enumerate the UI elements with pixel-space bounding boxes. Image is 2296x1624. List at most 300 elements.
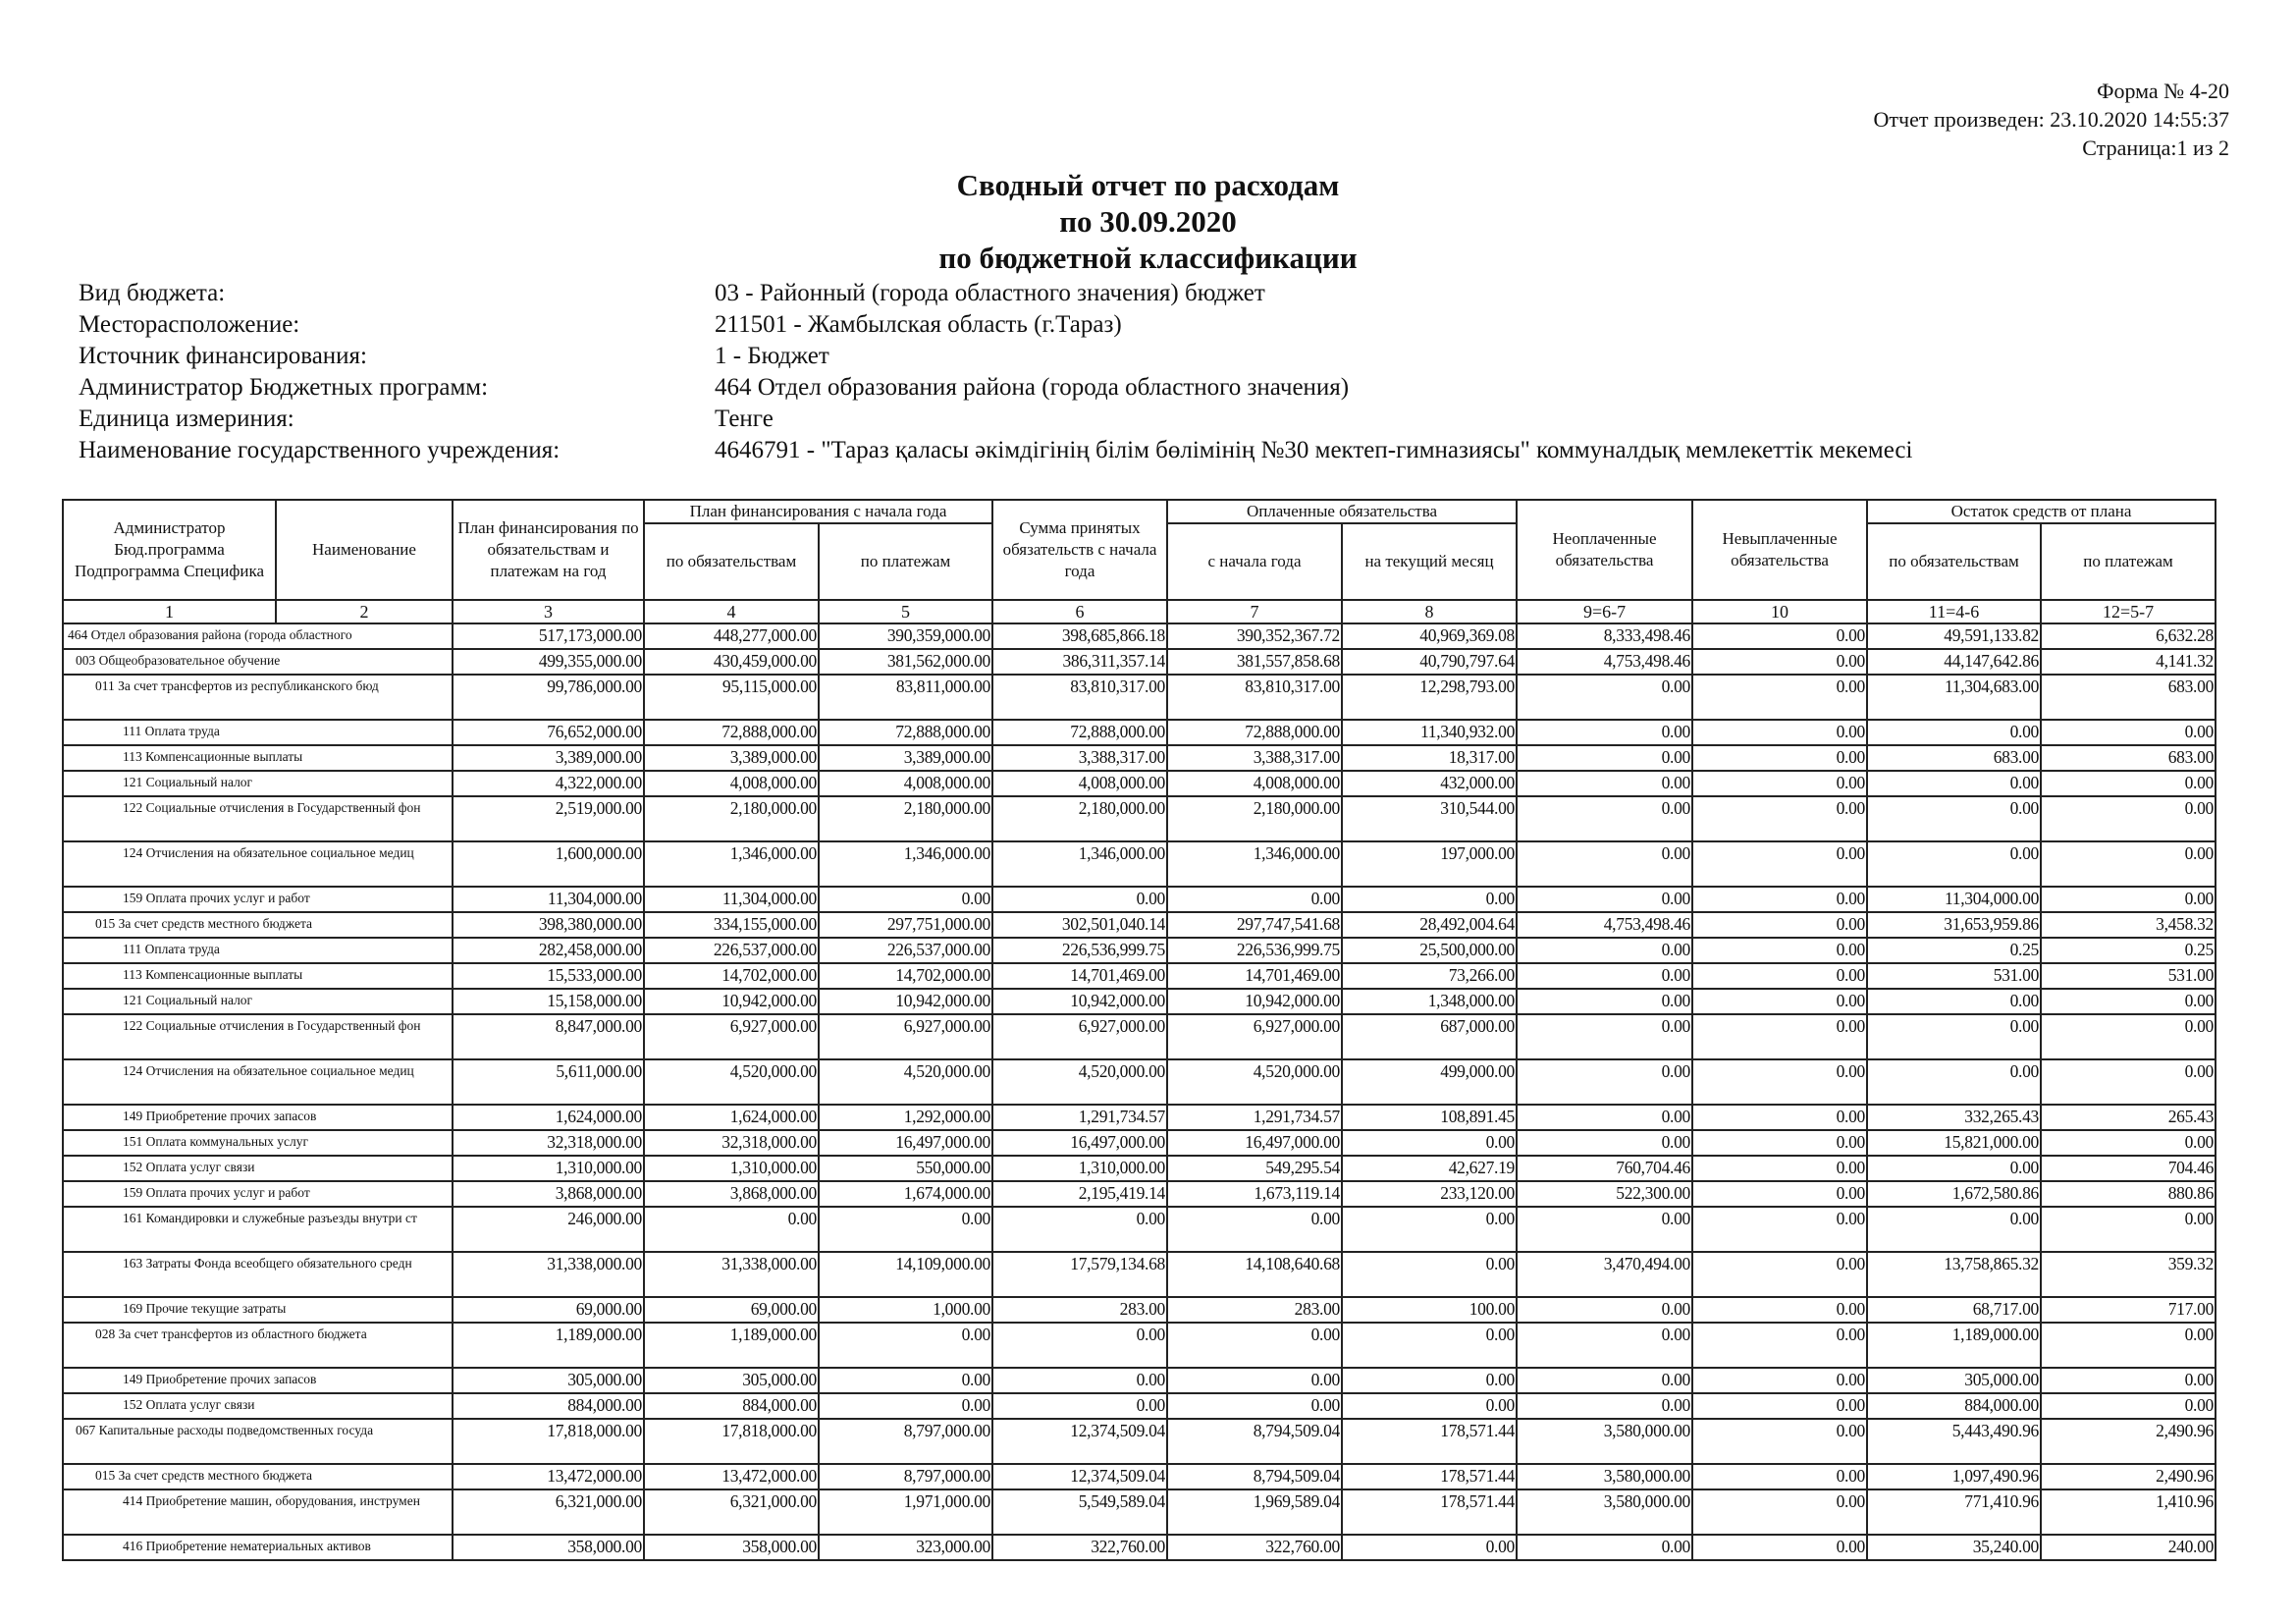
row-value-col-4: 884,000.00 [644, 1393, 819, 1419]
row-value-col-8: 0.00 [1342, 1393, 1517, 1419]
row-value-col-4: 3,868,000.00 [644, 1181, 819, 1207]
row-value-col-3: 1,189,000.00 [453, 1323, 644, 1368]
header-plan-year: План финансирования по обязательствам и платежам на год [453, 500, 644, 600]
row-value-col-4: 6,321,000.00 [644, 1489, 819, 1535]
row-value-col-4: 1,189,000.00 [644, 1323, 819, 1368]
row-value-col-7: 72,888,000.00 [1167, 720, 1342, 745]
table-row [63, 1130, 2216, 1156]
row-value-col-5: 323,000.00 [819, 1535, 992, 1560]
info-label: Месторасположение: [79, 311, 300, 338]
table-row [63, 1156, 2216, 1181]
row-value-col-10: 0.00 [1692, 1105, 1867, 1130]
row-classification-name: 113 Компенсационные выплаты [63, 963, 453, 989]
row-value-col-11: 49,591,133.82 [1867, 623, 2041, 649]
row-value-col-10: 0.00 [1692, 1419, 1867, 1464]
row-classification-name: 122 Социальные отчисления в Государственный фон [63, 1014, 453, 1059]
row-value-col-11: 531.00 [1867, 963, 2041, 989]
row-value-col-6: 398,685,866.18 [992, 623, 1167, 649]
row-value-col-7: 1,673,119.14 [1167, 1181, 1342, 1207]
row-value-col-9: 4,753,498.46 [1517, 649, 1692, 675]
row-value-col-8: 28,492,004.64 [1342, 912, 1517, 938]
row-value-col-8: 40,969,369.08 [1342, 623, 1517, 649]
column-number: 5 [819, 600, 992, 623]
row-value-col-8: 687,000.00 [1342, 1014, 1517, 1059]
row-value-col-8: 0.00 [1342, 1368, 1517, 1393]
report-meta [1874, 77, 2229, 162]
row-value-col-8: 108,891.45 [1342, 1105, 1517, 1130]
row-value-col-3: 3,389,000.00 [453, 745, 644, 771]
row-value-col-8: 1,348,000.00 [1342, 989, 1517, 1014]
row-value-col-4: 3,389,000.00 [644, 745, 819, 771]
table-row [63, 1535, 2216, 1560]
row-value-col-4: 4,008,000.00 [644, 771, 819, 796]
row-classification-name: 111 Оплата труда [63, 720, 453, 745]
row-value-col-5: 8,797,000.00 [819, 1464, 992, 1489]
row-value-col-7: 0.00 [1167, 1207, 1342, 1252]
table-row [63, 1181, 2216, 1207]
row-value-col-10: 0.00 [1692, 649, 1867, 675]
table-row [63, 1252, 2216, 1297]
row-value-col-7: 549,295.54 [1167, 1156, 1342, 1181]
info-value: 211501 - Жамбылская область (г.Тараз) [715, 311, 1122, 338]
table-row [63, 1105, 2216, 1130]
row-value-col-4: 0.00 [644, 1207, 819, 1252]
table-row [63, 623, 2216, 649]
row-value-col-10: 0.00 [1692, 1014, 1867, 1059]
row-value-col-5: 0.00 [819, 1393, 992, 1419]
row-value-col-5: 1,971,000.00 [819, 1489, 992, 1535]
row-value-col-5: 3,389,000.00 [819, 745, 992, 771]
info-value: 1 - Бюджет [715, 343, 829, 369]
header-rest-group: Остаток средств от плана [1867, 500, 2216, 523]
row-value-col-5: 1,000.00 [819, 1297, 992, 1323]
row-value-col-4: 448,277,000.00 [644, 623, 819, 649]
row-classification-name: 169 Прочие текущие затраты [63, 1297, 453, 1323]
row-value-col-6: 4,520,000.00 [992, 1059, 1167, 1105]
row-value-col-9: 0.00 [1517, 1105, 1692, 1130]
title-line-3: по бюджетной классификации [938, 241, 1358, 275]
row-value-col-8: 432,000.00 [1342, 771, 1517, 796]
row-value-col-3: 398,380,000.00 [453, 912, 644, 938]
table-row [63, 938, 2216, 963]
row-classification-name: 124 Отчисления на обязательное социальное медиц [63, 1059, 453, 1105]
row-value-col-7: 283.00 [1167, 1297, 1342, 1323]
row-value-col-10: 0.00 [1692, 887, 1867, 912]
row-value-col-12: 0.00 [2041, 1207, 2216, 1252]
row-value-col-11: 0.00 [1867, 1207, 2041, 1252]
row-classification-name: 151 Оплата коммунальных услуг [63, 1130, 453, 1156]
table-row [63, 1368, 2216, 1393]
row-value-col-12: 0.00 [2041, 1130, 2216, 1156]
row-value-col-12: 0.25 [2041, 938, 2216, 963]
row-value-col-12: 0.00 [2041, 887, 2216, 912]
row-value-col-5: 1,346,000.00 [819, 841, 992, 887]
row-value-col-7: 16,497,000.00 [1167, 1130, 1342, 1156]
row-value-col-6: 386,311,357.14 [992, 649, 1167, 675]
row-classification-name: 011 За счет трансфертов из республиканского бюд [63, 675, 453, 720]
row-value-col-7: 1,969,589.04 [1167, 1489, 1342, 1535]
row-value-col-6: 4,008,000.00 [992, 771, 1167, 796]
row-value-col-12: 2,490.96 [2041, 1419, 2216, 1464]
row-value-col-9: 0.00 [1517, 1207, 1692, 1252]
row-value-col-8: 310,544.00 [1342, 796, 1517, 841]
row-value-col-10: 0.00 [1692, 1368, 1867, 1393]
table-row [63, 1297, 2216, 1323]
row-value-col-9: 0.00 [1517, 720, 1692, 745]
row-value-col-3: 358,000.00 [453, 1535, 644, 1560]
row-value-col-10: 0.00 [1692, 912, 1867, 938]
row-value-col-6: 6,927,000.00 [992, 1014, 1167, 1059]
row-classification-name: 003 Общеобразовательное обучение [63, 649, 453, 675]
row-value-col-7: 0.00 [1167, 1393, 1342, 1419]
row-value-col-7: 4,008,000.00 [1167, 771, 1342, 796]
row-value-col-11: 11,304,000.00 [1867, 887, 2041, 912]
info-value: Тенге [715, 406, 774, 432]
row-value-col-11: 0.00 [1867, 1014, 2041, 1059]
row-value-col-12: 240.00 [2041, 1535, 2216, 1560]
row-value-col-12: 0.00 [2041, 841, 2216, 887]
row-value-col-5: 14,702,000.00 [819, 963, 992, 989]
row-value-col-6: 72,888,000.00 [992, 720, 1167, 745]
row-value-col-10: 0.00 [1692, 1489, 1867, 1535]
table-row [63, 720, 2216, 745]
header-plan-ytd-group: План финансирования с начала года [644, 500, 992, 523]
table-row [63, 649, 2216, 675]
row-value-col-10: 0.00 [1692, 720, 1867, 745]
row-value-col-10: 0.00 [1692, 623, 1867, 649]
row-value-col-11: 5,443,490.96 [1867, 1419, 2041, 1464]
row-value-col-10: 0.00 [1692, 963, 1867, 989]
row-classification-name: 152 Оплата услуг связи [63, 1393, 453, 1419]
column-number: 3 [453, 600, 644, 623]
row-value-col-3: 1,600,000.00 [453, 841, 644, 887]
row-value-col-12: 3,458.32 [2041, 912, 2216, 938]
row-value-col-10: 0.00 [1692, 1252, 1867, 1297]
row-value-col-4: 69,000.00 [644, 1297, 819, 1323]
row-value-col-7: 10,942,000.00 [1167, 989, 1342, 1014]
row-value-col-3: 884,000.00 [453, 1393, 644, 1419]
row-value-col-3: 69,000.00 [453, 1297, 644, 1323]
row-value-col-10: 0.00 [1692, 1393, 1867, 1419]
row-value-col-7: 381,557,858.68 [1167, 649, 1342, 675]
row-value-col-6: 3,388,317.00 [992, 745, 1167, 771]
row-value-col-6: 2,195,419.14 [992, 1181, 1167, 1207]
row-value-col-4: 2,180,000.00 [644, 796, 819, 841]
row-value-col-5: 6,927,000.00 [819, 1014, 992, 1059]
info-label: Источник финансирования: [79, 343, 368, 369]
table-row [63, 963, 2216, 989]
row-value-col-8: 197,000.00 [1342, 841, 1517, 887]
row-value-col-3: 15,158,000.00 [453, 989, 644, 1014]
row-value-col-9: 0.00 [1517, 1323, 1692, 1368]
row-value-col-5: 381,562,000.00 [819, 649, 992, 675]
row-value-col-3: 99,786,000.00 [453, 675, 644, 720]
row-value-col-10: 0.00 [1692, 1059, 1867, 1105]
table-row [63, 989, 2216, 1014]
row-value-col-4: 95,115,000.00 [644, 675, 819, 720]
row-classification-name: 416 Приобретение нематериальных активов [63, 1535, 453, 1560]
row-value-col-11: 0.00 [1867, 796, 2041, 841]
row-value-col-5: 4,008,000.00 [819, 771, 992, 796]
header-name: Наименование [276, 500, 453, 600]
row-value-col-10: 0.00 [1692, 1181, 1867, 1207]
row-value-col-11: 683.00 [1867, 745, 2041, 771]
row-value-col-4: 10,942,000.00 [644, 989, 819, 1014]
row-value-col-6: 0.00 [992, 887, 1167, 912]
row-value-col-11: 15,821,000.00 [1867, 1130, 2041, 1156]
row-value-col-5: 72,888,000.00 [819, 720, 992, 745]
row-value-col-11: 68,717.00 [1867, 1297, 2041, 1323]
row-value-col-3: 246,000.00 [453, 1207, 644, 1252]
row-value-col-8: 0.00 [1342, 1207, 1517, 1252]
row-value-col-7: 0.00 [1167, 1323, 1342, 1368]
row-value-col-3: 13,472,000.00 [453, 1464, 644, 1489]
column-number: 6 [992, 600, 1167, 623]
row-value-col-8: 0.00 [1342, 1535, 1517, 1560]
row-value-col-10: 0.00 [1692, 841, 1867, 887]
row-value-col-9: 0.00 [1517, 841, 1692, 887]
row-value-col-4: 1,624,000.00 [644, 1105, 819, 1130]
row-value-col-9: 0.00 [1517, 1014, 1692, 1059]
report-title [0, 167, 2296, 276]
row-value-col-9: 0.00 [1517, 1059, 1692, 1105]
row-value-col-12: 683.00 [2041, 745, 2216, 771]
row-value-col-9: 0.00 [1517, 745, 1692, 771]
row-value-col-4: 11,304,000.00 [644, 887, 819, 912]
row-value-col-11: 13,758,865.32 [1867, 1252, 2041, 1297]
row-value-col-6: 1,346,000.00 [992, 841, 1167, 887]
table-row [63, 745, 2216, 771]
row-value-col-6: 1,310,000.00 [992, 1156, 1167, 1181]
row-value-col-7: 0.00 [1167, 887, 1342, 912]
row-value-col-7: 390,352,367.72 [1167, 623, 1342, 649]
row-value-col-4: 226,537,000.00 [644, 938, 819, 963]
title-line-1: Сводный отчет по расходам [956, 168, 1340, 202]
row-value-col-6: 17,579,134.68 [992, 1252, 1167, 1297]
row-value-col-5: 1,292,000.00 [819, 1105, 992, 1130]
title-line-2: по 30.09.2020 [1059, 204, 1237, 239]
expense-table-container [62, 499, 2215, 1561]
table-row [63, 1014, 2216, 1059]
row-value-col-3: 1,624,000.00 [453, 1105, 644, 1130]
row-value-col-4: 334,155,000.00 [644, 912, 819, 938]
page-indicator: Страница:1 из 2 [2082, 135, 2229, 160]
row-value-col-9: 0.00 [1517, 675, 1692, 720]
column-number: 10 [1692, 600, 1867, 623]
row-value-col-4: 13,472,000.00 [644, 1464, 819, 1489]
row-value-col-4: 4,520,000.00 [644, 1059, 819, 1105]
row-value-col-6: 302,501,040.14 [992, 912, 1167, 938]
row-value-col-9: 522,300.00 [1517, 1181, 1692, 1207]
table-row [63, 1489, 2216, 1535]
row-value-col-7: 322,760.00 [1167, 1535, 1342, 1560]
header-plan-ytd-obligations: по обязательствам [644, 523, 819, 600]
row-value-col-12: 359.32 [2041, 1252, 2216, 1297]
row-value-col-9: 0.00 [1517, 989, 1692, 1014]
row-value-col-10: 0.00 [1692, 771, 1867, 796]
row-value-col-7: 14,108,640.68 [1167, 1252, 1342, 1297]
row-value-col-6: 322,760.00 [992, 1535, 1167, 1560]
row-value-col-7: 297,747,541.68 [1167, 912, 1342, 938]
info-row [79, 309, 1912, 341]
table-row [63, 771, 2216, 796]
row-value-col-9: 8,333,498.46 [1517, 623, 1692, 649]
header-paid-ytd: с начала года [1167, 523, 1342, 600]
row-value-col-12: 0.00 [2041, 771, 2216, 796]
info-value: 4646791 - "Тараз қаласы әкімдігінің білім бөлімінің №30 мектеп-гимназиясы" коммуналдық мемлекеттік мекемесі [715, 437, 1913, 463]
row-value-col-8: 0.00 [1342, 1252, 1517, 1297]
row-value-col-5: 8,797,000.00 [819, 1419, 992, 1464]
row-value-col-9: 3,580,000.00 [1517, 1489, 1692, 1535]
row-value-col-9: 4,753,498.46 [1517, 912, 1692, 938]
table-row [63, 887, 2216, 912]
row-value-col-4: 14,702,000.00 [644, 963, 819, 989]
row-value-col-10: 0.00 [1692, 1464, 1867, 1489]
row-value-col-10: 0.00 [1692, 1297, 1867, 1323]
row-value-col-11: 771,410.96 [1867, 1489, 2041, 1535]
row-value-col-12: 0.00 [2041, 796, 2216, 841]
info-label: Единица измериния: [79, 406, 294, 432]
table-row [63, 841, 2216, 887]
row-value-col-10: 0.00 [1692, 1323, 1867, 1368]
table-row [63, 796, 2216, 841]
row-value-col-6: 10,942,000.00 [992, 989, 1167, 1014]
row-value-col-11: 35,240.00 [1867, 1535, 2041, 1560]
row-value-col-10: 0.00 [1692, 745, 1867, 771]
header-plan-ytd-payments: по платежам [819, 523, 992, 600]
row-classification-name: 149 Приобретение прочих запасов [63, 1105, 453, 1130]
row-value-col-5: 4,520,000.00 [819, 1059, 992, 1105]
row-value-col-11: 884,000.00 [1867, 1393, 2041, 1419]
row-value-col-5: 0.00 [819, 1207, 992, 1252]
row-value-col-6: 0.00 [992, 1368, 1167, 1393]
row-value-col-3: 11,304,000.00 [453, 887, 644, 912]
row-value-col-4: 72,888,000.00 [644, 720, 819, 745]
row-classification-name: 122 Социальные отчисления в Государственный фон [63, 796, 453, 841]
header-accepted: Сумма принятых обязательств с начала года [992, 500, 1167, 600]
row-value-col-3: 31,338,000.00 [453, 1252, 644, 1297]
column-number: 7 [1167, 600, 1342, 623]
row-value-col-8: 0.00 [1342, 1130, 1517, 1156]
row-value-col-9: 0.00 [1517, 771, 1692, 796]
row-value-col-12: 4,141.32 [2041, 649, 2216, 675]
row-value-col-11: 0.00 [1867, 841, 2041, 887]
row-value-col-11: 0.00 [1867, 1156, 2041, 1181]
row-value-col-4: 31,338,000.00 [644, 1252, 819, 1297]
row-value-col-11: 332,265.43 [1867, 1105, 2041, 1130]
column-number: 2 [276, 600, 453, 623]
row-value-col-5: 0.00 [819, 1323, 992, 1368]
header-paid-group: Оплаченные обязательства [1167, 500, 1517, 523]
column-number: 11=4-6 [1867, 600, 2041, 623]
row-value-col-8: 499,000.00 [1342, 1059, 1517, 1105]
row-value-col-6: 0.00 [992, 1393, 1167, 1419]
row-value-col-11: 0.25 [1867, 938, 2041, 963]
table-row [63, 1323, 2216, 1368]
info-row [79, 404, 1912, 435]
row-classification-name: 028 За счет трансфертов из областного бюджета [63, 1323, 453, 1368]
row-classification-name: 015 За счет средств местного бюджета [63, 1464, 453, 1489]
row-value-col-12: 1,410.96 [2041, 1489, 2216, 1535]
row-value-col-11: 44,147,642.86 [1867, 649, 2041, 675]
row-classification-name: 124 Отчисления на обязательное социальное медиц [63, 841, 453, 887]
row-value-col-7: 1,291,734.57 [1167, 1105, 1342, 1130]
header-unpaid-obligations: Неоплаченные обязательства [1517, 500, 1692, 600]
info-value: 03 - Районный (города областного значения) бюджет [715, 280, 1265, 306]
table-row [63, 1419, 2216, 1464]
info-label: Администратор Бюджетных программ: [79, 374, 489, 401]
row-value-col-10: 0.00 [1692, 1156, 1867, 1181]
info-row [79, 341, 1912, 372]
row-value-col-8: 73,266.00 [1342, 963, 1517, 989]
row-value-col-8: 0.00 [1342, 1323, 1517, 1368]
row-value-col-6: 12,374,509.04 [992, 1419, 1167, 1464]
row-classification-name: 113 Компенсационные выплаты [63, 745, 453, 771]
row-value-col-4: 358,000.00 [644, 1535, 819, 1560]
row-value-col-12: 683.00 [2041, 675, 2216, 720]
row-value-col-7: 2,180,000.00 [1167, 796, 1342, 841]
row-value-col-7: 8,794,509.04 [1167, 1464, 1342, 1489]
row-value-col-7: 3,388,317.00 [1167, 745, 1342, 771]
row-classification-name: 015 За счет средств местного бюджета [63, 912, 453, 938]
info-label: Вид бюджета: [79, 280, 226, 306]
row-value-col-9: 0.00 [1517, 1130, 1692, 1156]
row-classification-name: 149 Приобретение прочих запасов [63, 1368, 453, 1393]
row-value-col-3: 17,818,000.00 [453, 1419, 644, 1464]
row-value-col-6: 0.00 [992, 1323, 1167, 1368]
row-value-col-11: 1,097,490.96 [1867, 1464, 2041, 1489]
row-value-col-8: 40,790,797.64 [1342, 649, 1517, 675]
row-value-col-5: 10,942,000.00 [819, 989, 992, 1014]
row-value-col-5: 0.00 [819, 1368, 992, 1393]
column-number: 12=5-7 [2041, 600, 2216, 623]
row-value-col-9: 0.00 [1517, 963, 1692, 989]
table-row [63, 675, 2216, 720]
row-value-col-4: 6,927,000.00 [644, 1014, 819, 1059]
row-classification-name: 159 Оплата прочих услуг и работ [63, 1181, 453, 1207]
row-classification-name: 161 Командировки и служебные разъезды внутри ст [63, 1207, 453, 1252]
row-value-col-10: 0.00 [1692, 1130, 1867, 1156]
row-value-col-5: 550,000.00 [819, 1156, 992, 1181]
table-row [63, 1207, 2216, 1252]
row-value-col-11: 305,000.00 [1867, 1368, 2041, 1393]
row-value-col-9: 3,580,000.00 [1517, 1464, 1692, 1489]
row-value-col-12: 0.00 [2041, 989, 2216, 1014]
row-value-col-3: 6,321,000.00 [453, 1489, 644, 1535]
row-value-col-3: 76,652,000.00 [453, 720, 644, 745]
row-value-col-10: 0.00 [1692, 796, 1867, 841]
row-value-col-8: 178,571.44 [1342, 1419, 1517, 1464]
table-row [63, 912, 2216, 938]
row-value-col-8: 12,298,793.00 [1342, 675, 1517, 720]
table-row [63, 1059, 2216, 1105]
row-value-col-12: 0.00 [2041, 1393, 2216, 1419]
info-row [79, 278, 1912, 309]
info-label: Наименование государственного учреждения: [79, 437, 561, 463]
expense-table [62, 499, 2216, 1561]
row-value-col-3: 282,458,000.00 [453, 938, 644, 963]
row-value-col-6: 0.00 [992, 1207, 1167, 1252]
row-value-col-3: 15,533,000.00 [453, 963, 644, 989]
row-value-col-6: 226,536,999.75 [992, 938, 1167, 963]
row-value-col-8: 100.00 [1342, 1297, 1517, 1323]
row-value-col-11: 0.00 [1867, 720, 2041, 745]
row-value-col-12: 2,490.96 [2041, 1464, 2216, 1489]
row-classification-name: 067 Капитальные расходы подведомственных госуда [63, 1419, 453, 1464]
row-value-col-12: 531.00 [2041, 963, 2216, 989]
row-value-col-12: 0.00 [2041, 1014, 2216, 1059]
row-value-col-8: 0.00 [1342, 887, 1517, 912]
